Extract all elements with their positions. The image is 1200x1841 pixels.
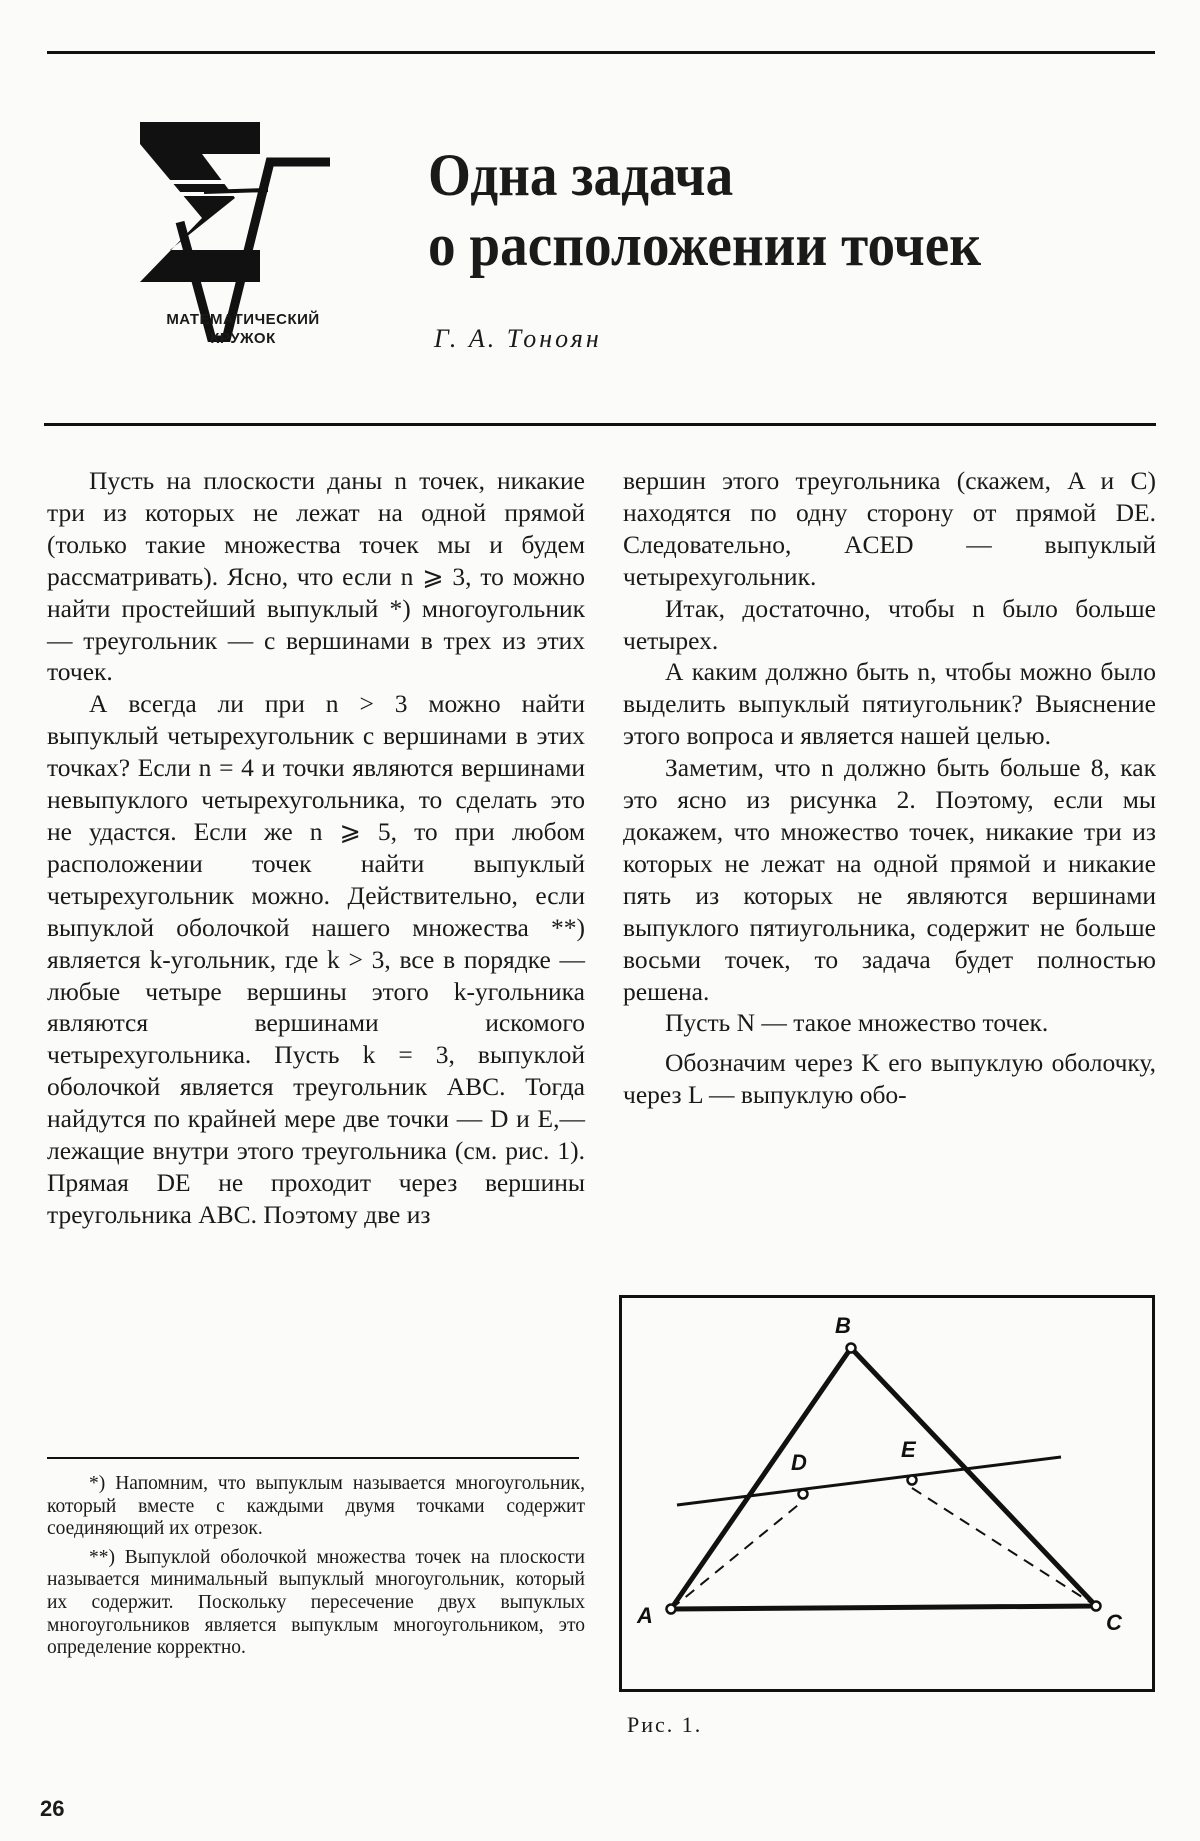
- title-line: Одна задача: [428, 142, 734, 208]
- line-de: [677, 1457, 1061, 1505]
- footnotes: [47, 1473, 585, 1666]
- footnote: **) Выпуклой оболочкой множества точек на плоскости называется минимальный выпуклый многоугольник, который их содержит. Поскольку пересечение двух выпуклых многоугольников является выпуклым многоугольником, это определение корректно.: [47, 1546, 585, 1659]
- author: Г. А. Тоноян: [434, 324, 602, 353]
- top-rule: [47, 51, 1155, 54]
- paragraph: Обозначим через K его выпуклую оболочку, через L — выпуклую обо-: [623, 1048, 1156, 1110]
- label-d: D: [791, 1450, 807, 1475]
- header-rule: [44, 423, 1156, 426]
- paragraph: Пусть N — такое множество точек.: [665, 1008, 1049, 1038]
- left-column: [47, 465, 585, 1231]
- paragraph: Заметим, что n должно быть больше 8, как это ясно из рисунка 2. Поэтому, если мы докажем, что множество точек, никакие три из которых не лежат на одной прямой и никакие пять из которых не являются вершинами выпуклого пятиугольника, содержит не больше восьми точек, то задача будет полностью решена.: [623, 753, 1156, 1006]
- paragraph-continuation: вершин этого треугольника (скажем, A и C) находятся по одну сторону от прямой DE. Следовательно, ACED — выпуклый четырехугольник.: [623, 466, 1156, 591]
- article-title: [428, 140, 981, 280]
- paragraph: Итак, достаточно, чтобы n было больше четырех.: [623, 593, 1156, 655]
- point-a: [667, 1605, 676, 1614]
- label-e: E: [901, 1437, 916, 1462]
- point-e: [908, 1476, 917, 1485]
- figure-caption: Рис. 1.: [627, 1712, 703, 1737]
- logo-caption-line: МАТЕМАТИЧЕСКИЙ: [166, 311, 320, 328]
- footnote: *) Напомним, что выпуклым называется многоугольник, который вместе с каждыми двумя точками содержит соединяющий их отрезок.: [47, 1473, 585, 1540]
- page-number: 26: [40, 1796, 65, 1821]
- paragraph: А всегда ли при n > 3 можно найти выпуклый четырехугольник с вершинами в этих точках? Если n = 4 и точки являются вершинами невыпуклого четырехугольника, то сделать это не удастся. Если же n ⩾ 5, то при любом расположении точек найти выпуклый четырехугольник можно. Действительно, если выпуклой оболочкой нашего множества **) является k-угольник, где k > 3, все в порядке — любые четыре вершины этого k-угольника являются вершинами искомого четырехугольника. Пусть k = 3, выпуклой оболочкой является треугольник ABC. Тогда найдутся по крайней мере две точки — D и E,— лежащие внутри этого треугольника (см. рис. 1). Прямая DE не проходит через вершины треугольника ABC. Поэтому две из: [47, 689, 585, 1229]
- footnote-rule: [47, 1457, 579, 1459]
- logo-caption: [118, 310, 368, 348]
- point-b: [847, 1344, 856, 1353]
- label-c: C: [1106, 1610, 1122, 1635]
- point-d: [799, 1490, 808, 1499]
- paragraph: Пусть на плоскости даны n точек, никакие три из которых не лежат на одной прямой (только такие множества точек мы и будем рассматривать). Ясно, что если n ⩾ 3, то можно найти простейший выпуклый *) многоугольник — треугольник — с вершинами в трех из этих точек.: [47, 466, 585, 687]
- logo-caption-line: КРУЖОК: [210, 330, 276, 347]
- right-column: [623, 465, 1156, 1111]
- math-circle-logo: [140, 122, 355, 342]
- figure-1: [619, 1295, 1155, 1692]
- label-a: A: [637, 1603, 653, 1628]
- paragraph: А каким должно быть n, чтобы можно было выделить выпуклый пятиугольник? Выяснение этого вопроса и является нашей целью.: [623, 657, 1156, 751]
- label-b: B: [835, 1313, 851, 1338]
- title-line: о расположении точек: [428, 212, 982, 278]
- point-c: [1092, 1602, 1101, 1611]
- figure-frame: [621, 1297, 1154, 1691]
